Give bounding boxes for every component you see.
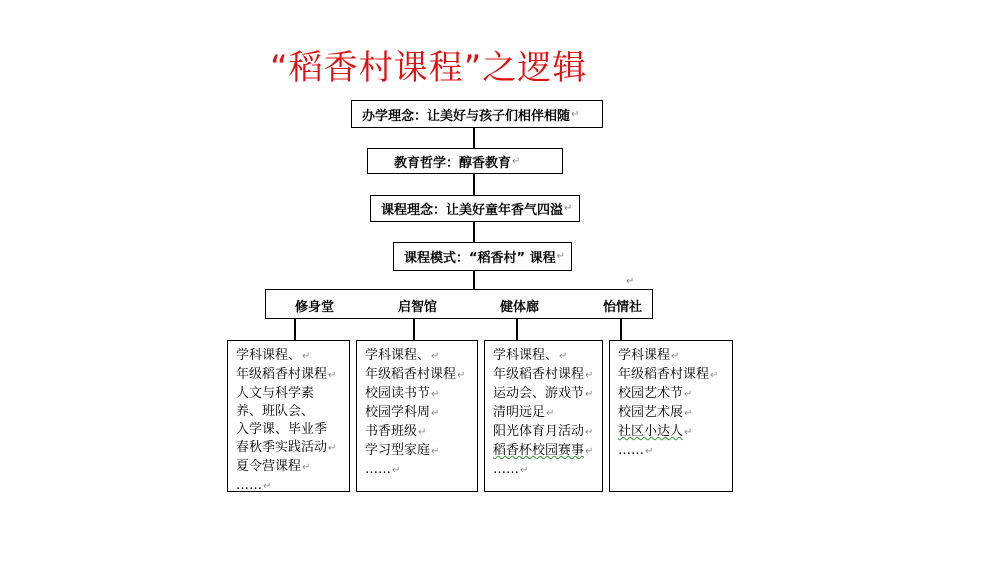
- return-mark: ↵: [585, 427, 594, 438]
- list-item: 阳光体育月活动: [493, 424, 585, 439]
- node-education: [367, 148, 563, 174]
- return-mark: ↵: [571, 108, 580, 120]
- return-mark: ↵: [418, 427, 427, 438]
- node-education-label: 教育哲学：醇香教育: [394, 155, 512, 171]
- list-item: 学习型家庭: [365, 443, 431, 458]
- node-curriculum-idea-label: 课程理念：让美好童年香气四溢: [381, 203, 564, 218]
- list-item: 校园学科周: [365, 405, 431, 420]
- return-mark: ↵: [302, 462, 311, 473]
- list-item: 校园艺术节: [618, 386, 684, 401]
- list-item: 校园艺术展: [618, 405, 684, 420]
- return-mark: ↵: [684, 408, 693, 419]
- return-mark: ↵: [302, 351, 311, 362]
- node-model-label: 课程模式：“稻香村” 课程: [404, 251, 556, 266]
- list-item: 学科课程、: [493, 348, 559, 363]
- list-item: 学科课程、: [236, 348, 302, 363]
- diagram-title: “稻香村课程”之逻辑: [270, 48, 588, 88]
- return-mark: ↵: [457, 370, 466, 381]
- return-mark: ↵: [431, 408, 440, 419]
- connector-line: [473, 127, 475, 149]
- return-mark: ↵: [585, 370, 594, 381]
- list-item: ……: [236, 478, 262, 493]
- column-qizhiguan: [356, 340, 478, 492]
- node-philosophy-label: 办学理念：让美好与孩子们相伴相随: [362, 108, 571, 124]
- list-item: 年级稻香村课程: [493, 367, 585, 382]
- list-item: 年级稻香村课程: [618, 367, 710, 382]
- list-item: 年级稻香村课程: [365, 367, 457, 382]
- return-mark: ↵: [645, 446, 654, 457]
- column-jiantilang: [484, 340, 603, 492]
- list-item: ……: [365, 462, 391, 477]
- node-model: [393, 242, 572, 271]
- return-mark: ↵: [684, 389, 693, 400]
- list-item: 稻香杯校园赛事: [493, 443, 585, 458]
- return-mark: ↵: [684, 427, 693, 438]
- list-item: ……: [493, 462, 519, 477]
- return-mark: ↵: [392, 465, 401, 476]
- connector-line: [516, 318, 518, 340]
- list-item: 夏令营课程: [236, 459, 302, 474]
- branch-jiantilang: 健体廊: [500, 300, 540, 315]
- connector-line: [473, 173, 475, 195]
- branch-xiushentang: 修身堂: [295, 300, 335, 315]
- return-mark: ↵: [671, 351, 680, 362]
- connector-line: [620, 318, 622, 340]
- list-item: 人文与科学素: [236, 386, 315, 401]
- return-mark: ↵: [328, 443, 337, 454]
- list-item: ……: [618, 443, 644, 458]
- list-item: 春秋季实践活动: [236, 440, 328, 455]
- return-mark: ↵: [556, 251, 566, 262]
- list-item: 养、班队会、: [236, 404, 315, 419]
- node-philosophy: [351, 100, 603, 128]
- list-item: 书香班级: [365, 424, 418, 439]
- column-xiushentang: [227, 340, 350, 492]
- return-mark: ↵: [431, 389, 440, 400]
- return-mark: ↵: [546, 408, 555, 419]
- return-mark: ↵: [585, 446, 594, 457]
- return-mark: ↵: [710, 370, 719, 381]
- branch-qizhiguan: 启智馆: [398, 300, 438, 315]
- list-item: 校园读书节: [365, 386, 431, 401]
- list-item: 入学课、毕业季: [236, 422, 328, 437]
- list-item: 清明远足: [493, 405, 546, 420]
- return-mark: ↵: [431, 351, 440, 362]
- list-item: 运动会、游戏节: [493, 386, 585, 401]
- node-curriculum-idea: [370, 195, 580, 222]
- return-mark: ↵: [520, 465, 529, 476]
- return-mark: ↵: [585, 389, 594, 400]
- connector-line: [473, 221, 475, 243]
- column-yiqingshe: [609, 340, 733, 492]
- list-item: 学科课程: [618, 348, 671, 363]
- return-mark: ↵: [431, 446, 440, 457]
- return-mark: ↵: [512, 155, 521, 167]
- list-item: 社区小达人: [618, 424, 684, 439]
- connector-line: [473, 270, 475, 290]
- return-mark: ↵: [564, 203, 573, 214]
- list-item: 学科课程、: [365, 348, 431, 363]
- return-mark: ↵: [559, 351, 568, 362]
- return-mark: ↵: [626, 276, 635, 287]
- connector-line: [413, 318, 415, 340]
- connector-line: [294, 318, 296, 340]
- list-item: 年级稻香村课程: [236, 367, 328, 382]
- branch-yiqingshe: 怡情社: [603, 300, 643, 315]
- return-mark: ↵: [328, 370, 337, 381]
- return-mark: ↵: [263, 481, 272, 492]
